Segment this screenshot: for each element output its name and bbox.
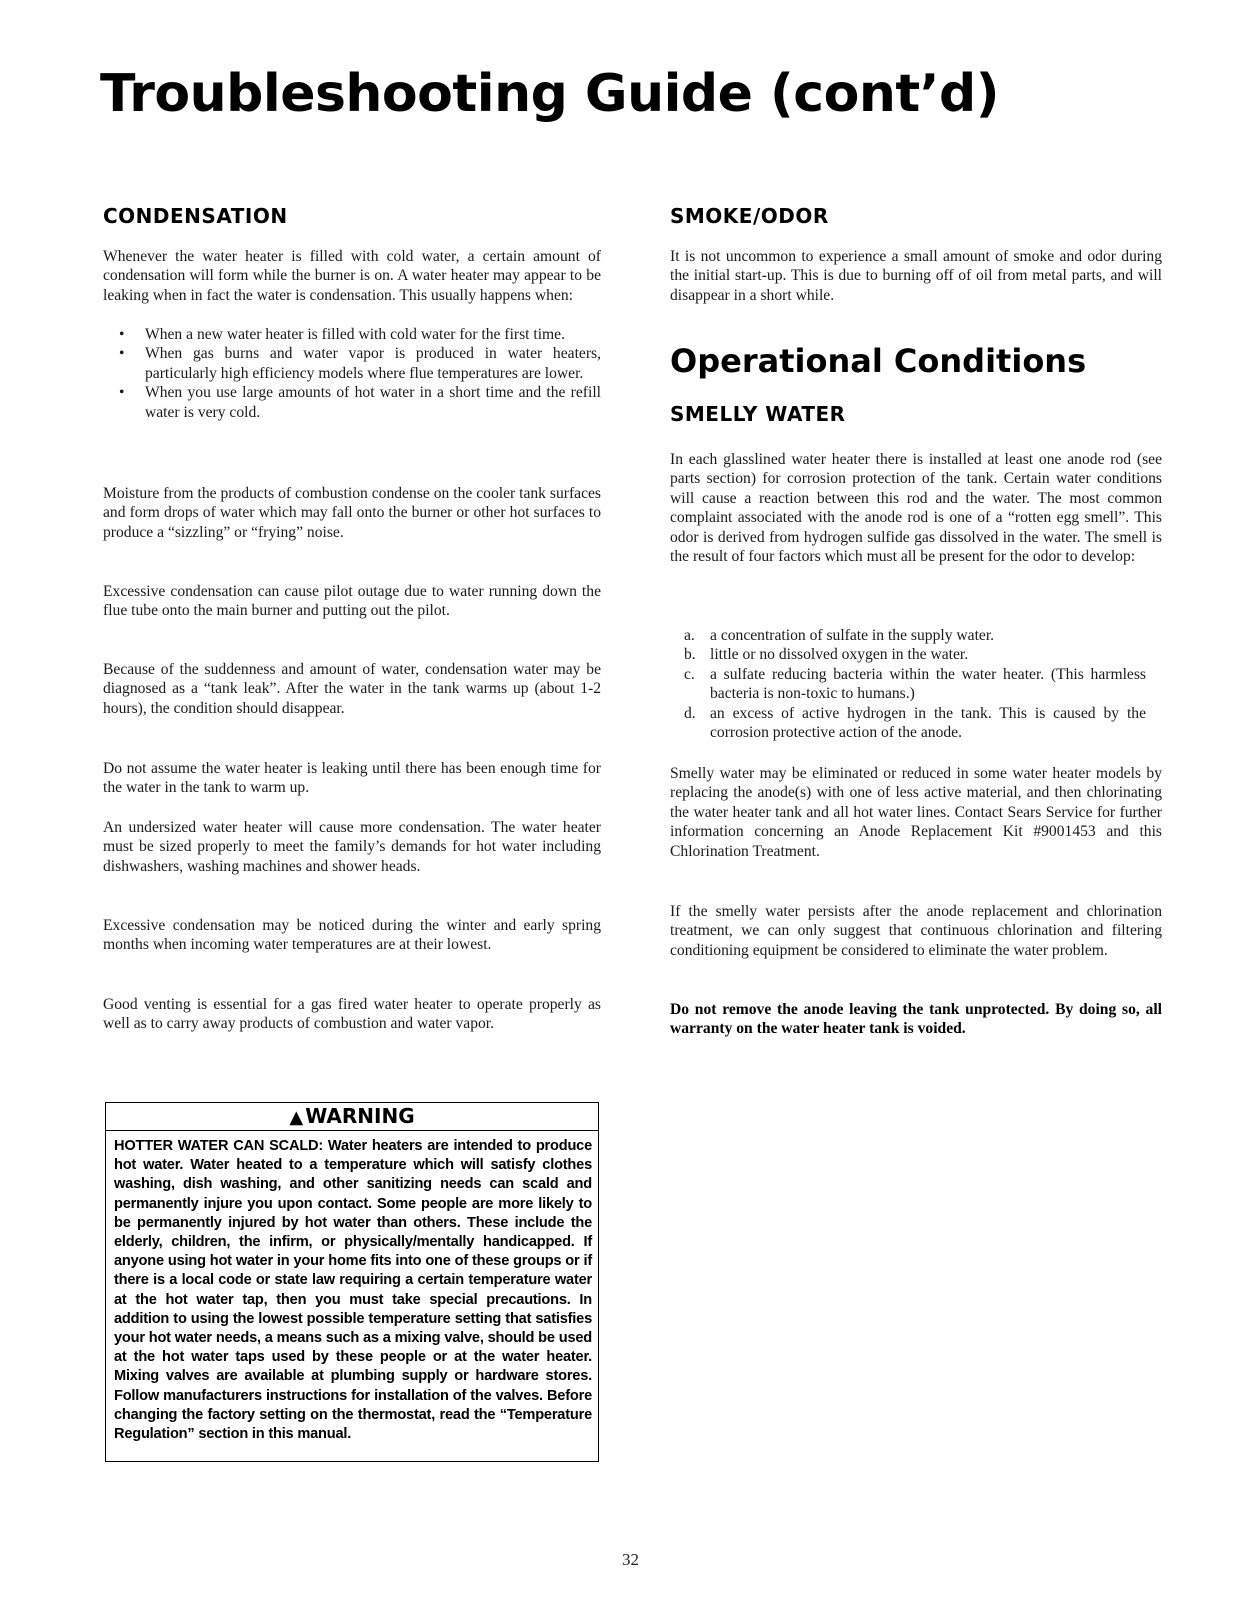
- list-item: [684, 665, 1146, 704]
- condensation-heading: CONDENSATION: [103, 204, 288, 228]
- list-item: [103, 344, 601, 383]
- condensation-paragraph: Because of the suddenness and amount of water, condensation water may be diagnosed as a “tank leak”. After the water in the tank warms up (about 1-2 hours), the condition should disappear.: [103, 661, 601, 717]
- factor-text: a sulfate reducing bacteria within the water heater. (This harmless bacteria is non-toxic to humans.): [710, 665, 1146, 703]
- list-item: [684, 704, 1146, 743]
- page-number: 32: [622, 1550, 639, 1569]
- smoke-odor-heading: SMOKE/ODOR: [670, 204, 829, 228]
- warning-text: HOTTER WATER CAN SCALD: Water heaters are intended to produce hot water. Water heated to a temperature which will satisfy clothes washing, dish washing, and other sanitizing needs can scald and permanently injure you upon contact. Some people are more likely to be permanently injured by hot water than others. These include the elderly, children, the infirm, or physically/mentally handicapped. If anyone using hot water in your home fits into one of these groups or if there is a local code or state law requiring a certain temperature water at the hot water tap, then you must take special precautions. In addition to using the lowest possible temperature setting that satisfies your hot water needs, a means such as a mixing valve, should be used at the hot water taps used by these people or at the water heater. Mixing valves are available at plumbing supply or hardware stores. Follow manufacturers instructions for installation of the valves. Before changing the factory setting on the thermostat, read the “Temperature Regulation” section in this manual.: [114, 1138, 592, 1443]
- factor-text: little or no dissolved oxygen in the water.: [710, 646, 969, 664]
- factor-text: a concentration of sulfate in the supply water.: [710, 627, 995, 644]
- bullet-icon: •: [119, 384, 125, 402]
- list-marker: b.: [684, 646, 696, 664]
- condensation-paragraph: Moisture from the products of combustion condense on the cooler tank surfaces and form drops of water which may fall onto the burner or other hot surfaces to produce a “sizzling” or “frying” noise.: [103, 485, 601, 541]
- bullet-text: When gas burns and water vapor is produced in water heaters, particularly high efficiency models where flue temperatures are lower.: [145, 345, 601, 382]
- warning-title: WARNING: [305, 1104, 415, 1128]
- smelly-water-paragraph: Smelly water may be eliminated or reduced in some water heater models by replacing the anode(s) with one of less active material, and then chlorinating the water heater tank and all hot water lines. Contact Sears Service for further information concerning an Anode Replacement Kit #9001453 and this Chlorination Treatment.: [670, 765, 1162, 860]
- bullet-icon: •: [119, 326, 125, 343]
- condensation-paragraph: Excessive condensation may be noticed during the winter and early spring months when incoming water temperatures are at their lowest.: [103, 917, 601, 954]
- condensation-bullets: [103, 325, 601, 422]
- smelly-water-intro: In each glasslined water heater there is installed at least one anode rod (see parts section) for corrosion protection of the tank. Certain water conditions will cause a reaction between this rod and the water. The most common complaint associated with the anode rod is one of a “rotten egg smell”. This odor is derived from hydrogen sulfide gas dissolved in the water. The smell is the result of four factors which must all be present for the odor to develop:: [670, 451, 1162, 566]
- anode-caution: Do not remove the anode leaving the tank unprotected. By doing so, all warranty on the water heater tank is voided.: [670, 1001, 1162, 1038]
- warning-header: [106, 1103, 598, 1131]
- list-marker: d.: [684, 704, 696, 722]
- condensation-paragraph: Good venting is essential for a gas fired water heater to operate properly as well as to carry away products of combustion and water vapor.: [103, 996, 601, 1033]
- list-item: [684, 626, 1146, 645]
- list-item: [684, 645, 1146, 664]
- list-item: [103, 383, 601, 422]
- list-marker: c.: [684, 665, 695, 683]
- page-title: Troubleshooting Guide (cont’d): [100, 64, 999, 124]
- bullet-text: When you use large amounts of hot water in a short time and the refill water is very cold.: [145, 384, 601, 421]
- condensation-paragraph: An undersized water heater will cause more condensation. The water heater must be sized properly to meet the family’s demands for hot water including dishwashers, washing machines and shower heads.: [103, 819, 601, 875]
- smelly-water-heading: SMELLY WATER: [670, 402, 846, 426]
- condensation-intro: Whenever the water heater is filled with cold water, a certain amount of condensation will form while the burner is on. A water heater may appear to be leaking when in fact the water is condensation. This usually happens when:: [103, 248, 601, 304]
- factor-text: an excess of active hydrogen in the tank. This is caused by the corrosion protective action of the anode.: [710, 704, 1146, 742]
- warning-box: [105, 1102, 599, 1462]
- warning-triangle-icon: ▲: [289, 1107, 304, 1128]
- smoke-odor-text: It is not uncommon to experience a small amount of smoke and odor during the initial start-up. This is due to burning off of oil from metal parts, and will disappear in a short while.: [670, 248, 1162, 304]
- bullet-text: When a new water heater is filled with cold water for the first time.: [145, 326, 566, 343]
- operational-conditions-heading: Operational Conditions: [670, 342, 1087, 380]
- factor-list: [684, 626, 1146, 742]
- bullet-icon: •: [119, 345, 125, 363]
- condensation-paragraph: Excessive condensation can cause pilot outage due to water running down the flue tube onto the main burner and putting out the pilot.: [103, 583, 601, 620]
- list-item: [103, 325, 601, 344]
- list-marker: a.: [684, 627, 695, 644]
- condensation-paragraph: Do not assume the water heater is leaking until there has been enough time for the water in the tank to warm up.: [103, 760, 601, 797]
- smelly-water-paragraph: If the smelly water persists after the anode replacement and chlorination treatment, we can only suggest that continuous chlorination and filtering conditioning equipment be considered to eliminate the water problem.: [670, 903, 1162, 959]
